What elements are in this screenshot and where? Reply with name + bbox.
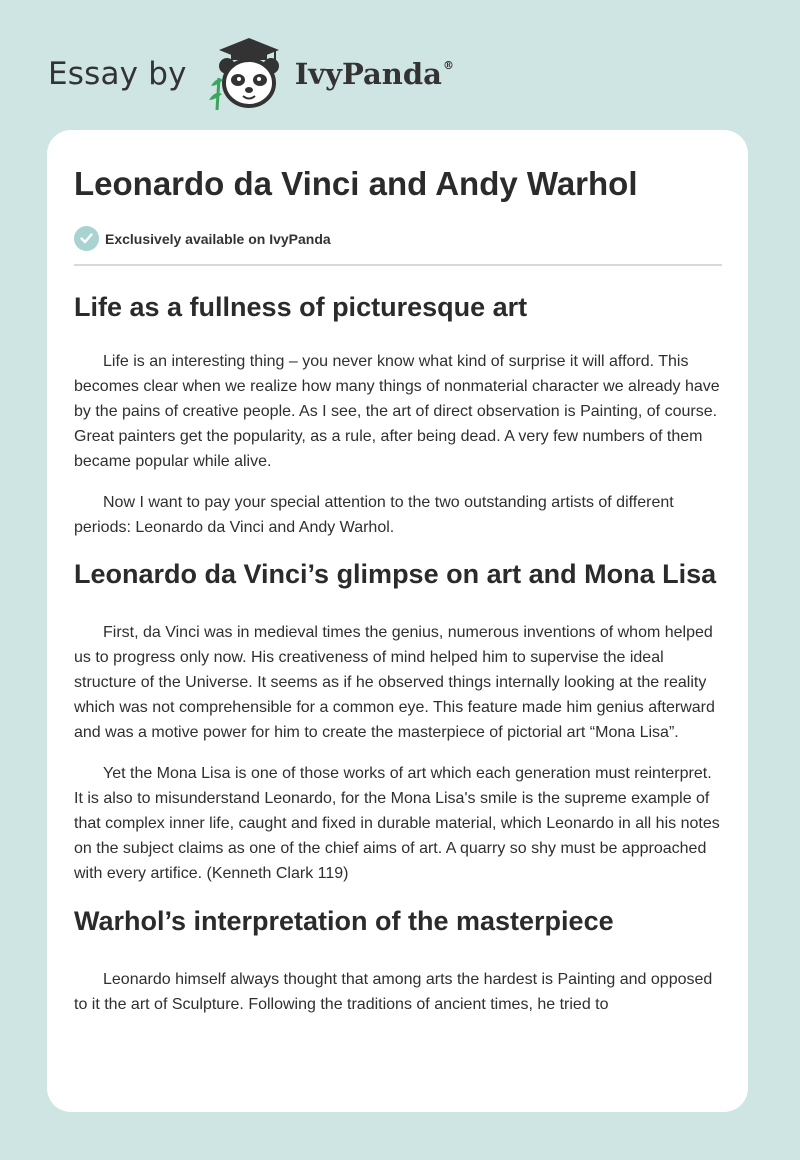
essay-title: Leonardo da Vinci and Andy Warhol [74, 165, 638, 202]
site-header [48, 34, 454, 114]
title-divider [74, 264, 722, 266]
section-heading: Warhol’s interpretation of the masterpiece [74, 906, 614, 936]
paragraph: Now I want to pay your special attention to the two outstanding artists of different periods: Leonardo da Vinci and Andy Warhol. [74, 494, 674, 536]
paragraph: Leonardo himself always thought that among arts the hardest is Painting and opposed to it the art of Sculpture. Following the traditions of ancient times, he tried to [74, 971, 713, 1013]
section-da-vinci-mona-lisa [74, 555, 722, 886]
section-heading: Life as a fullness of picturesque art [74, 292, 528, 322]
exclusive-label: Exclusively available on IvyPanda [105, 230, 331, 247]
brand-prefix: Essay by [48, 56, 187, 92]
registered-mark: ® [442, 59, 454, 72]
paragraph: First, da Vinci was in medieval times the genius, numerous inventions of whom helped us to progress only now. His creativeness of mind helped him to supervise the ideal structure of the Universe. It seems as if he observed things internally looking at the reality which was not comprehensible for a common eye. This feature made him genius afterward and was a motive power for him to create the masterpiece of pictorial art “Mona Lisa”. [74, 624, 715, 741]
check-icon [74, 226, 99, 251]
section-life-as-fullness [74, 288, 722, 540]
brand-name: IvyPanda® [294, 57, 454, 91]
essay-card [47, 130, 748, 1112]
section-warhol-interpretation [74, 902, 722, 1017]
exclusive-notice [74, 226, 722, 251]
paragraph: Life is an interesting thing – you never know what kind of surprise it will afford. This becomes clear when we realize how many things of nonmaterial character we already have by the pains of creative people. As I see, the art of direct observation is Painting, of course. Great painters get the popularity, as a rule, after being dead. A very few numbers of them became popular while alive. [74, 353, 720, 470]
section-heading: Leonardo da Vinci’s glimpse on art and Mona Lisa [74, 559, 717, 589]
panda-graduate-logo-icon [205, 36, 289, 112]
paragraph: Yet the Mona Lisa is one of those works of art which each generation must reinterpret. It is also to misunderstand Leonardo, for the Mona Lisa's smile is the supreme example of that complex inner life, caught and fixed in durable material, which Leonardo in all his notes on the subject claims as one of the chief aims of art. A quarry so shy must be approached with every artifice. (Kenneth Clark 119) [74, 765, 720, 882]
